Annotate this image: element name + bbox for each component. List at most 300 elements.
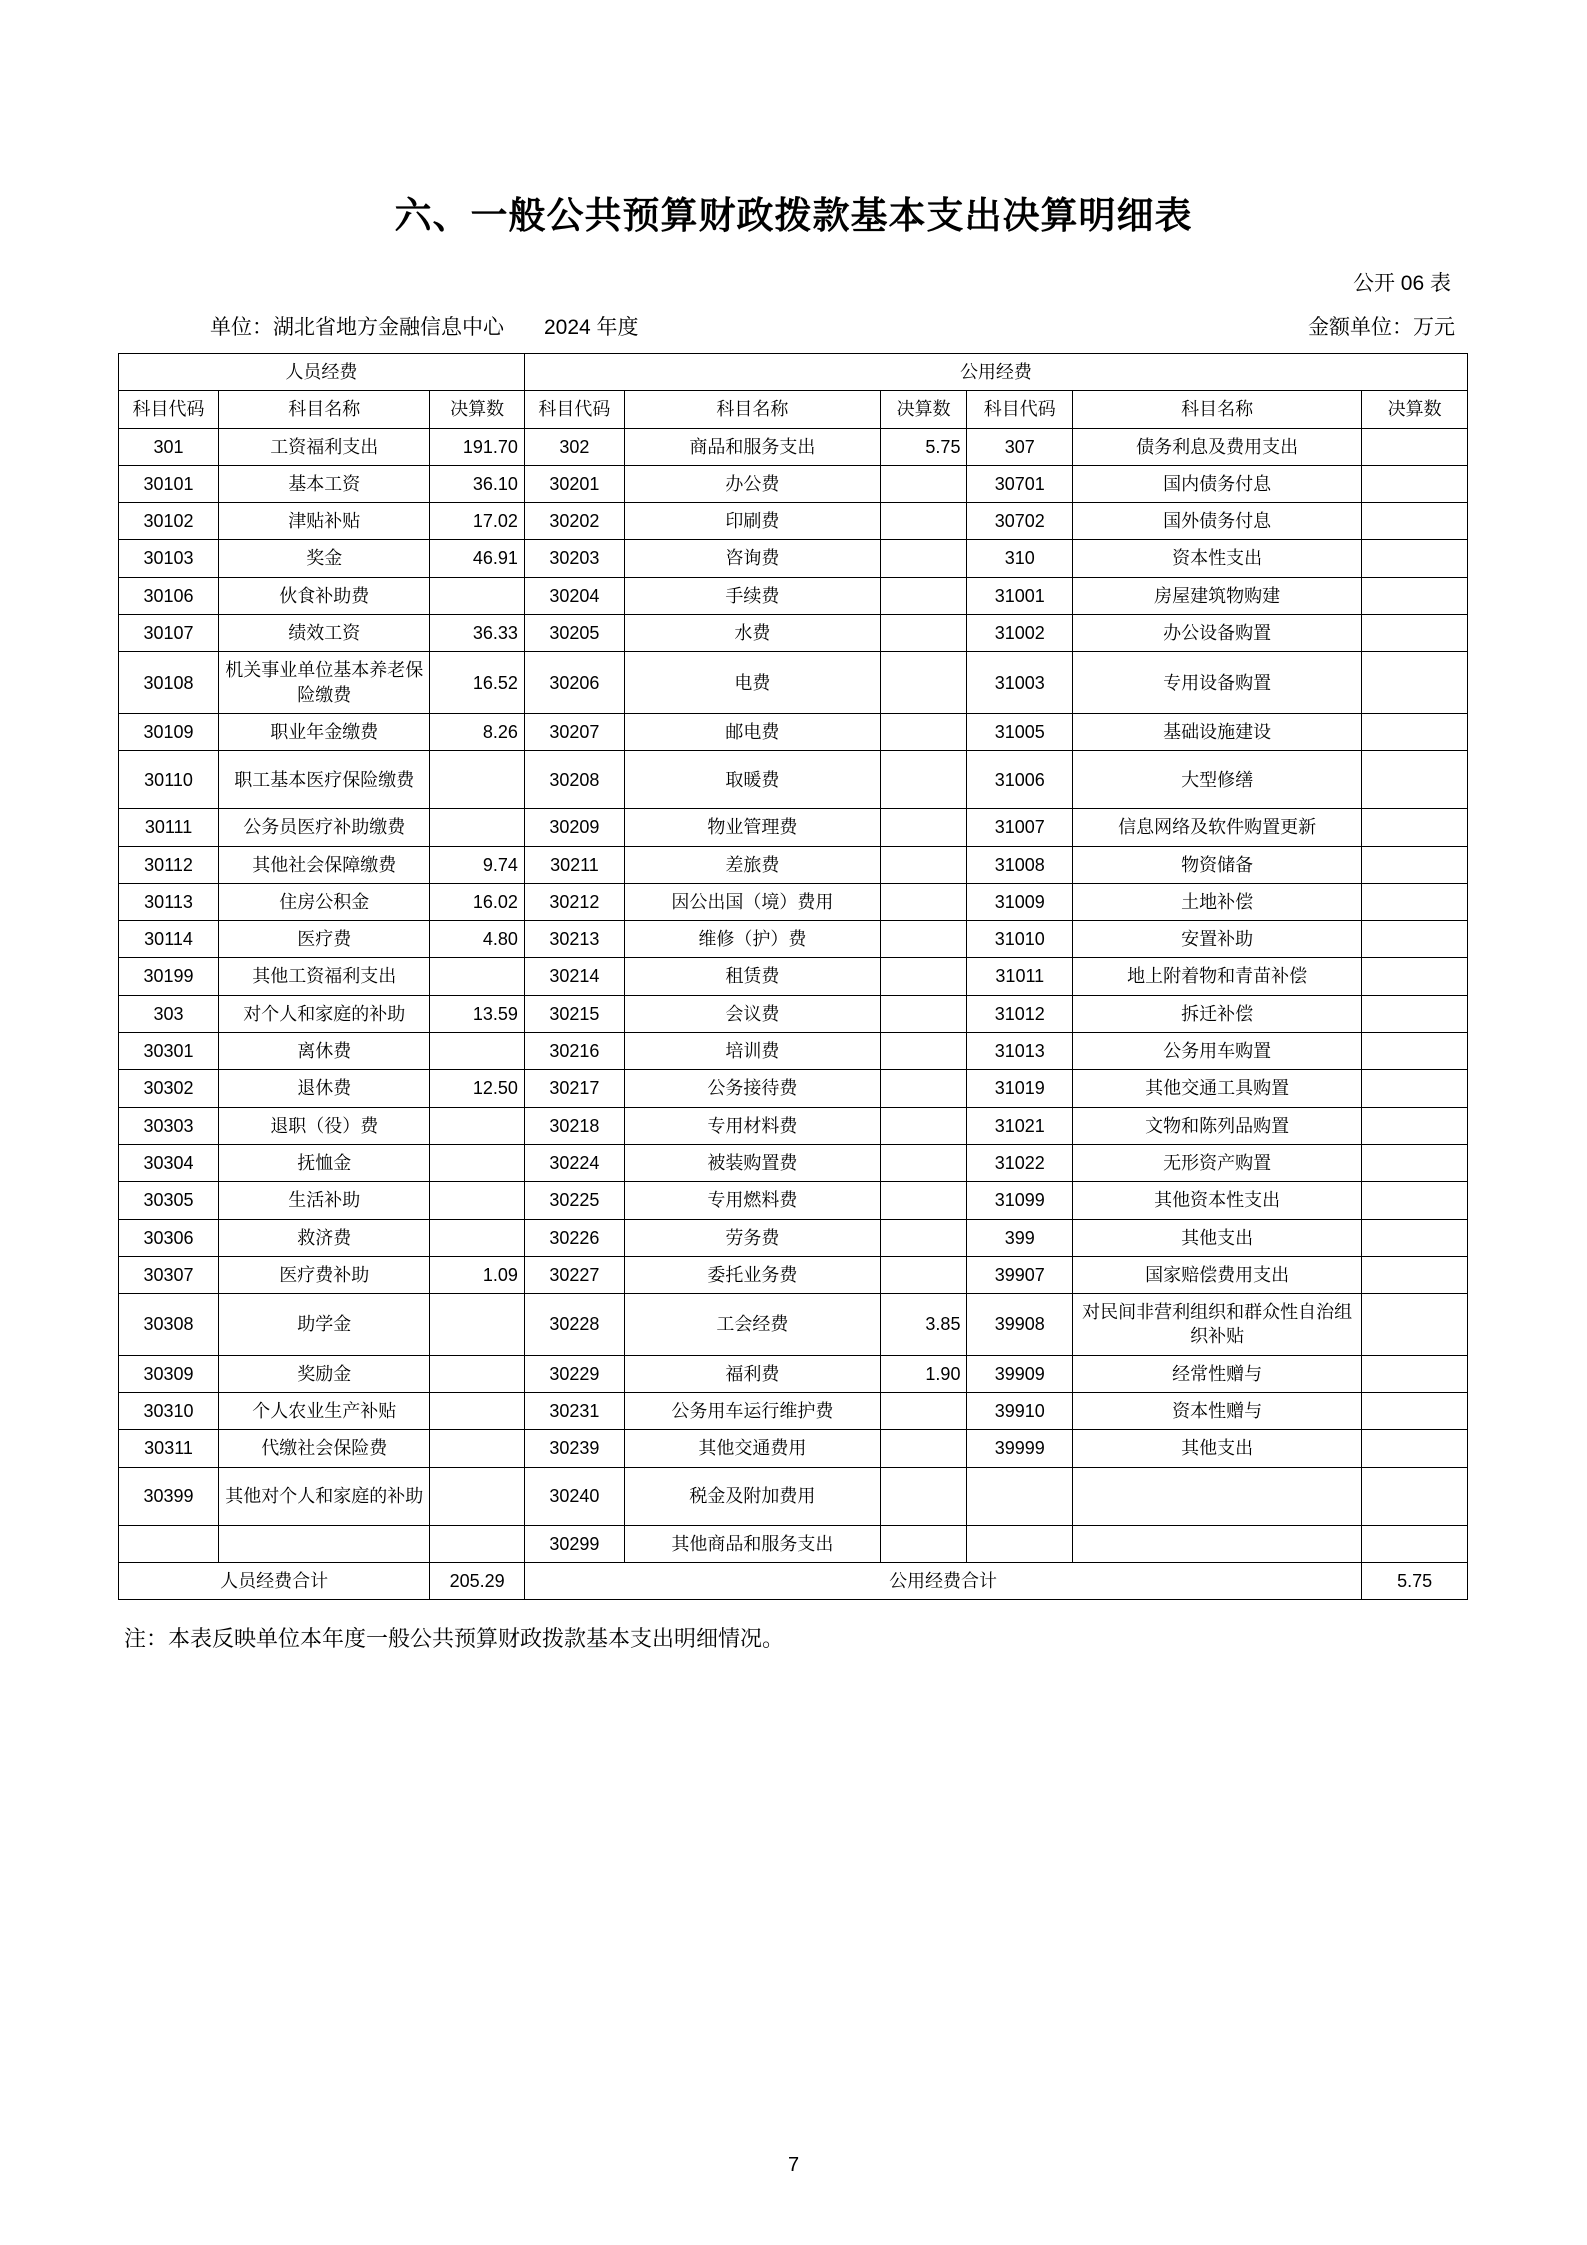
group-header-personnel: 人员经费 (119, 354, 525, 391)
cell-code: 30109 (119, 713, 219, 750)
cell-value (430, 1393, 525, 1430)
cell-value: 36.10 (430, 465, 525, 502)
table-row (119, 1525, 1468, 1562)
cell-value (1362, 846, 1468, 883)
cell-name: 对个人和家庭的补助 (219, 995, 430, 1032)
total-personnel-label: 人员经费合计 (119, 1562, 430, 1599)
cell-name: 职业年金缴费 (219, 713, 430, 750)
cell-name: 其他支出 (1073, 1219, 1362, 1256)
cell-code: 30211 (524, 846, 624, 883)
cell-name: 专用材料费 (624, 1107, 880, 1144)
cell-value (880, 577, 967, 614)
cell-value: 9.74 (430, 846, 525, 883)
cell-value (1362, 995, 1468, 1032)
cell-name: 其他商品和服务支出 (624, 1525, 880, 1562)
cell-value (1362, 577, 1468, 614)
cell-code: 30218 (524, 1107, 624, 1144)
cell-name: 因公出国（境）费用 (624, 883, 880, 920)
cell-name: 其他社会保障缴费 (219, 846, 430, 883)
cell-name: 租赁费 (624, 958, 880, 995)
cell-name: 生活补助 (219, 1182, 430, 1219)
cell-name: 退职（役）费 (219, 1107, 430, 1144)
cell-name: 手续费 (624, 577, 880, 614)
cell-code: 307 (967, 428, 1073, 465)
cell-code: 39907 (967, 1256, 1073, 1293)
cell-value (880, 540, 967, 577)
cell-name: 咨询费 (624, 540, 880, 577)
cell-code: 30101 (119, 465, 219, 502)
cell-code: 30102 (119, 503, 219, 540)
table-row (119, 995, 1468, 1032)
cell-value (880, 1430, 967, 1467)
cell-value (430, 1525, 525, 1562)
cell-code: 31009 (967, 883, 1073, 920)
cell-value (880, 995, 967, 1032)
total-public-label: 公用经费合计 (524, 1562, 1361, 1599)
cell-code: 30302 (119, 1070, 219, 1107)
cell-name: 税金及附加费用 (624, 1467, 880, 1525)
cell-name: 会议费 (624, 995, 880, 1032)
cell-code: 399 (967, 1219, 1073, 1256)
cell-code: 30214 (524, 958, 624, 995)
cell-name: 基础设施建设 (1073, 713, 1362, 750)
cell-name: 劳务费 (624, 1219, 880, 1256)
cell-code: 39910 (967, 1393, 1073, 1430)
cell-name: 福利费 (624, 1355, 880, 1392)
table-row (119, 428, 1468, 465)
cell-name: 专用设备购置 (1073, 652, 1362, 714)
cell-code: 30108 (119, 652, 219, 714)
cell-value (880, 652, 967, 714)
cell-value (880, 1467, 967, 1525)
cell-name: 对民间非营利组织和群众性自治组织补贴 (1073, 1294, 1362, 1356)
cell-code: 30106 (119, 577, 219, 614)
cell-value (1362, 713, 1468, 750)
cell-name: 土地补偿 (1073, 883, 1362, 920)
cell-code: 30299 (524, 1525, 624, 1562)
cell-code: 31005 (967, 713, 1073, 750)
cell-value (430, 751, 525, 809)
cell-value (880, 1182, 967, 1219)
cell-name: 离休费 (219, 1033, 430, 1070)
cell-value (1362, 1219, 1468, 1256)
cell-name: 其他对个人和家庭的补助 (219, 1467, 430, 1525)
table-total-row (119, 1562, 1468, 1599)
cell-value (1362, 1355, 1468, 1392)
cell-name: 奖励金 (219, 1355, 430, 1392)
cell-code: 30103 (119, 540, 219, 577)
cell-value (880, 921, 967, 958)
cell-name: 机关事业单位基本养老保险缴费 (219, 652, 430, 714)
table-row (119, 1182, 1468, 1219)
cell-name: 基本工资 (219, 465, 430, 502)
cell-code: 30205 (524, 615, 624, 652)
cell-value (430, 577, 525, 614)
cell-value (880, 883, 967, 920)
cell-value (1362, 1430, 1468, 1467)
cell-code: 30224 (524, 1144, 624, 1181)
table-note: 注：本表反映单位本年度一般公共预算财政拨款基本支出明细情况。 (124, 1626, 785, 1652)
cell-name: 安置补助 (1073, 921, 1362, 958)
cell-name: 大型修缮 (1073, 751, 1362, 809)
cell-value (880, 809, 967, 846)
cell-code: 39999 (967, 1430, 1073, 1467)
cell-code: 39908 (967, 1294, 1073, 1356)
table-row (119, 1256, 1468, 1293)
cell-name: 专用燃料费 (624, 1182, 880, 1219)
cell-name: 债务利息及费用支出 (1073, 428, 1362, 465)
cell-value (880, 958, 967, 995)
table-row (119, 958, 1468, 995)
amount-unit-label: 金额单位：万元 (1308, 316, 1455, 339)
cell-code: 31021 (967, 1107, 1073, 1144)
table-row (119, 921, 1468, 958)
cell-code: 30307 (119, 1256, 219, 1293)
cell-code: 31006 (967, 751, 1073, 809)
cell-code: 303 (119, 995, 219, 1032)
table-row (119, 1144, 1468, 1181)
table-row (119, 883, 1468, 920)
cell-code: 30226 (524, 1219, 624, 1256)
cell-value (430, 1033, 525, 1070)
budget-detail-table (118, 353, 1468, 1600)
cell-value (430, 1144, 525, 1181)
cell-code: 30113 (119, 883, 219, 920)
cell-code: 30202 (524, 503, 624, 540)
column-header-code-2: 科目代码 (524, 391, 624, 428)
cell-code: 30212 (524, 883, 624, 920)
cell-value (1362, 751, 1468, 809)
cell-code: 30215 (524, 995, 624, 1032)
cell-name: 国内债务付息 (1073, 465, 1362, 502)
cell-code: 31013 (967, 1033, 1073, 1070)
cell-value: 36.33 (430, 615, 525, 652)
cell-code: 30107 (119, 615, 219, 652)
sheet-number: 公开 06 表 (1352, 272, 1451, 295)
cell-name: 维修（护）费 (624, 921, 880, 958)
table-row (119, 577, 1468, 614)
cell-code: 30702 (967, 503, 1073, 540)
cell-value: 5.75 (880, 428, 967, 465)
cell-name: 代缴社会保险费 (219, 1430, 430, 1467)
cell-value (1362, 1467, 1468, 1525)
cell-value: 46.91 (430, 540, 525, 577)
cell-value (1362, 883, 1468, 920)
total-personnel-value: 205.29 (430, 1562, 525, 1599)
column-header-name-2: 科目名称 (624, 391, 880, 428)
cell-name: 水费 (624, 615, 880, 652)
cell-name: 资本性支出 (1073, 540, 1362, 577)
cell-code: 30308 (119, 1294, 219, 1356)
cell-value (880, 713, 967, 750)
cell-value (430, 958, 525, 995)
cell-name: 住房公积金 (219, 883, 430, 920)
cell-name: 拆迁补偿 (1073, 995, 1362, 1032)
column-header-value-2: 决算数 (880, 391, 967, 428)
cell-code: 30201 (524, 465, 624, 502)
cell-name: 工会经费 (624, 1294, 880, 1356)
cell-value: 12.50 (430, 1070, 525, 1107)
cell-name: 委托业务费 (624, 1256, 880, 1293)
cell-value (1362, 1182, 1468, 1219)
cell-code: 30207 (524, 713, 624, 750)
cell-name: 国家赔偿费用支出 (1073, 1256, 1362, 1293)
cell-code: 30112 (119, 846, 219, 883)
cell-code: 30311 (119, 1430, 219, 1467)
cell-value: 13.59 (430, 995, 525, 1032)
cell-value (880, 1525, 967, 1562)
column-header-code-1: 科目代码 (119, 391, 219, 428)
table-row (119, 1355, 1468, 1392)
column-header-name-3: 科目名称 (1073, 391, 1362, 428)
cell-name (1073, 1467, 1362, 1525)
cell-code: 31008 (967, 846, 1073, 883)
meta-row (118, 311, 1469, 341)
cell-name: 印刷费 (624, 503, 880, 540)
table-row (119, 1467, 1468, 1525)
cell-value (1362, 1294, 1468, 1356)
cell-name: 公务接待费 (624, 1070, 880, 1107)
cell-name: 文物和陈列品购置 (1073, 1107, 1362, 1144)
cell-name: 职工基本医疗保险缴费 (219, 751, 430, 809)
cell-value: 1.90 (880, 1355, 967, 1392)
cell-value (880, 1033, 967, 1070)
cell-value (1362, 1525, 1468, 1562)
cell-value (880, 846, 967, 883)
cell-value (430, 1430, 525, 1467)
cell-name: 抚恤金 (219, 1144, 430, 1181)
page-title: 六、一般公共预算财政拨款基本支出决算明细表 (394, 195, 1193, 236)
cell-code: 31002 (967, 615, 1073, 652)
cell-code: 30231 (524, 1393, 624, 1430)
cell-value (1362, 809, 1468, 846)
cell-value (1362, 921, 1468, 958)
cell-name: 绩效工资 (219, 615, 430, 652)
cell-code: 30216 (524, 1033, 624, 1070)
cell-code: 30305 (119, 1182, 219, 1219)
cell-name: 公务用车运行维护费 (624, 1393, 880, 1430)
cell-code: 30203 (524, 540, 624, 577)
cell-name: 商品和服务支出 (624, 428, 880, 465)
cell-name: 被装购置费 (624, 1144, 880, 1181)
total-public-value: 5.75 (1362, 1562, 1468, 1599)
table-row (119, 465, 1468, 502)
cell-value (880, 1256, 967, 1293)
cell-code: 310 (967, 540, 1073, 577)
cell-code: 30301 (119, 1033, 219, 1070)
cell-value: 191.70 (430, 428, 525, 465)
cell-name: 伙食补助费 (219, 577, 430, 614)
cell-name (1073, 1525, 1362, 1562)
cell-name (219, 1525, 430, 1562)
table-row (119, 751, 1468, 809)
column-header-value-1: 决算数 (430, 391, 525, 428)
cell-value (1362, 1393, 1468, 1430)
cell-code: 302 (524, 428, 624, 465)
cell-code (967, 1467, 1073, 1525)
column-header-code-3: 科目代码 (967, 391, 1073, 428)
cell-name: 奖金 (219, 540, 430, 577)
cell-name: 取暖费 (624, 751, 880, 809)
cell-value (1362, 652, 1468, 714)
cell-name: 医疗费补助 (219, 1256, 430, 1293)
cell-name: 经常性赠与 (1073, 1355, 1362, 1392)
cell-name: 其他交通工具购置 (1073, 1070, 1362, 1107)
cell-name: 邮电费 (624, 713, 880, 750)
cell-code: 30309 (119, 1355, 219, 1392)
cell-value (880, 1070, 967, 1107)
unit-label: 单位：湖北省地方金融信息中心 (210, 316, 504, 339)
cell-name: 医疗费 (219, 921, 430, 958)
cell-value (1362, 1256, 1468, 1293)
cell-value (1362, 1107, 1468, 1144)
table-row (119, 1033, 1468, 1070)
table-row (119, 713, 1468, 750)
cell-code: 30239 (524, 1430, 624, 1467)
cell-code: 30204 (524, 577, 624, 614)
cell-code: 31022 (967, 1144, 1073, 1181)
cell-value: 4.80 (430, 921, 525, 958)
cell-value: 16.52 (430, 652, 525, 714)
cell-code: 30213 (524, 921, 624, 958)
cell-code: 30229 (524, 1355, 624, 1392)
cell-code: 31011 (967, 958, 1073, 995)
cell-name: 无形资产购置 (1073, 1144, 1362, 1181)
cell-value (880, 1393, 967, 1430)
cell-code: 30209 (524, 809, 624, 846)
cell-code: 31007 (967, 809, 1073, 846)
cell-code: 30303 (119, 1107, 219, 1144)
table-column-header-row (119, 391, 1468, 428)
table-row (119, 1219, 1468, 1256)
table-row (119, 1430, 1468, 1467)
cell-code: 30228 (524, 1294, 624, 1356)
cell-code: 31012 (967, 995, 1073, 1032)
cell-code: 301 (119, 428, 219, 465)
cell-value (1362, 540, 1468, 577)
cell-code: 39909 (967, 1355, 1073, 1392)
table-row (119, 652, 1468, 714)
cell-code: 30240 (524, 1467, 624, 1525)
cell-code: 31010 (967, 921, 1073, 958)
cell-value: 3.85 (880, 1294, 967, 1356)
table-group-header-row (119, 354, 1468, 391)
cell-name: 物业管理费 (624, 809, 880, 846)
table-row (119, 809, 1468, 846)
cell-name: 房屋建筑物购建 (1073, 577, 1362, 614)
cell-name: 国外债务付息 (1073, 503, 1362, 540)
cell-name: 培训费 (624, 1033, 880, 1070)
cell-value (430, 1107, 525, 1144)
cell-value (880, 615, 967, 652)
table-row (119, 540, 1468, 577)
cell-value (880, 751, 967, 809)
table-row (119, 503, 1468, 540)
cell-name: 地上附着物和青苗补偿 (1073, 958, 1362, 995)
cell-code: 30199 (119, 958, 219, 995)
cell-code: 30310 (119, 1393, 219, 1430)
cell-code: 30304 (119, 1144, 219, 1181)
cell-code: 30114 (119, 921, 219, 958)
cell-name: 救济费 (219, 1219, 430, 1256)
cell-name: 差旅费 (624, 846, 880, 883)
table-body (119, 428, 1468, 1562)
cell-code: 30225 (524, 1182, 624, 1219)
cell-value (1362, 958, 1468, 995)
cell-code: 31019 (967, 1070, 1073, 1107)
cell-value (1362, 615, 1468, 652)
cell-value (880, 503, 967, 540)
cell-name: 个人农业生产补贴 (219, 1393, 430, 1430)
page-number: 7 (787, 2154, 800, 2176)
cell-code: 30110 (119, 751, 219, 809)
cell-name: 工资福利支出 (219, 428, 430, 465)
table-row (119, 1393, 1468, 1430)
column-header-name-1: 科目名称 (219, 391, 430, 428)
cell-value (880, 465, 967, 502)
cell-value (880, 1107, 967, 1144)
cell-name: 物资储备 (1073, 846, 1362, 883)
cell-value (430, 1182, 525, 1219)
cell-name: 公务用车购置 (1073, 1033, 1362, 1070)
cell-code: 30227 (524, 1256, 624, 1293)
cell-code: 30701 (967, 465, 1073, 502)
cell-value (880, 1219, 967, 1256)
column-header-value-3: 决算数 (1362, 391, 1468, 428)
cell-name: 办公设备购置 (1073, 615, 1362, 652)
cell-code: 31003 (967, 652, 1073, 714)
cell-value (1362, 1070, 1468, 1107)
cell-name: 其他工资福利支出 (219, 958, 430, 995)
cell-code: 30217 (524, 1070, 624, 1107)
cell-value: 1.09 (430, 1256, 525, 1293)
cell-value (430, 1219, 525, 1256)
cell-name: 其他资本性支出 (1073, 1182, 1362, 1219)
group-header-public: 公用经费 (524, 354, 1467, 391)
table-row (119, 1294, 1468, 1356)
cell-value (1362, 428, 1468, 465)
cell-code: 31099 (967, 1182, 1073, 1219)
cell-name: 资本性赠与 (1073, 1393, 1362, 1430)
cell-name: 其他交通费用 (624, 1430, 880, 1467)
table-row (119, 615, 1468, 652)
cell-value: 16.02 (430, 883, 525, 920)
cell-value (880, 1144, 967, 1181)
cell-value (1362, 1144, 1468, 1181)
cell-name: 公务员医疗补助缴费 (219, 809, 430, 846)
table-row (119, 1107, 1468, 1144)
cell-value (430, 1355, 525, 1392)
cell-code: 30306 (119, 1219, 219, 1256)
cell-code: 31001 (967, 577, 1073, 614)
cell-code: 30206 (524, 652, 624, 714)
cell-value (1362, 465, 1468, 502)
cell-value (430, 1294, 525, 1356)
table-row (119, 846, 1468, 883)
cell-name: 助学金 (219, 1294, 430, 1356)
cell-value (430, 809, 525, 846)
table-row (119, 1070, 1468, 1107)
cell-name: 其他支出 (1073, 1430, 1362, 1467)
cell-code (967, 1525, 1073, 1562)
cell-value: 17.02 (430, 503, 525, 540)
cell-name: 信息网络及软件购置更新 (1073, 809, 1362, 846)
year-label: 2024 年度 (544, 316, 639, 339)
cell-value (1362, 503, 1468, 540)
cell-code: 30111 (119, 809, 219, 846)
cell-code: 30399 (119, 1467, 219, 1525)
cell-name: 退休费 (219, 1070, 430, 1107)
